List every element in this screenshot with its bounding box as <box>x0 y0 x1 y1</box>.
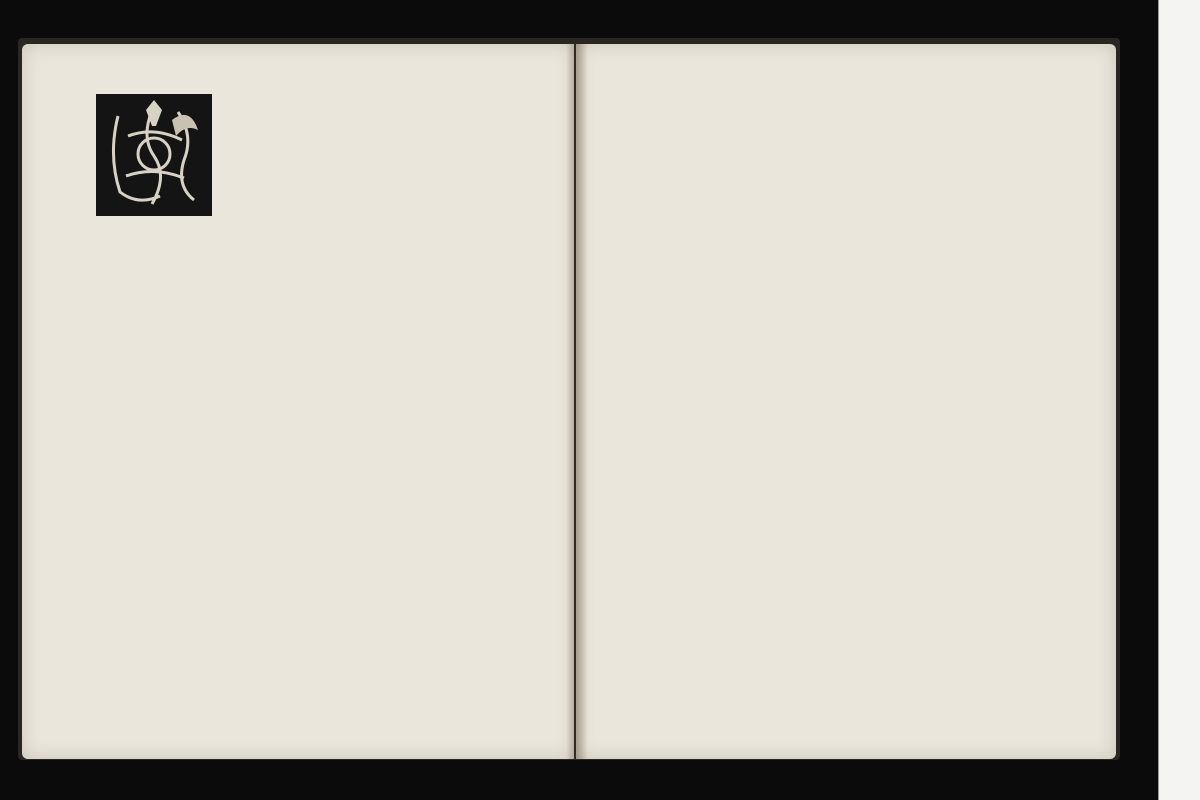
measurement-ruler <box>1158 0 1200 800</box>
book-gutter <box>566 44 588 759</box>
right-page <box>576 44 1116 759</box>
decorated-initial-c <box>96 94 212 216</box>
